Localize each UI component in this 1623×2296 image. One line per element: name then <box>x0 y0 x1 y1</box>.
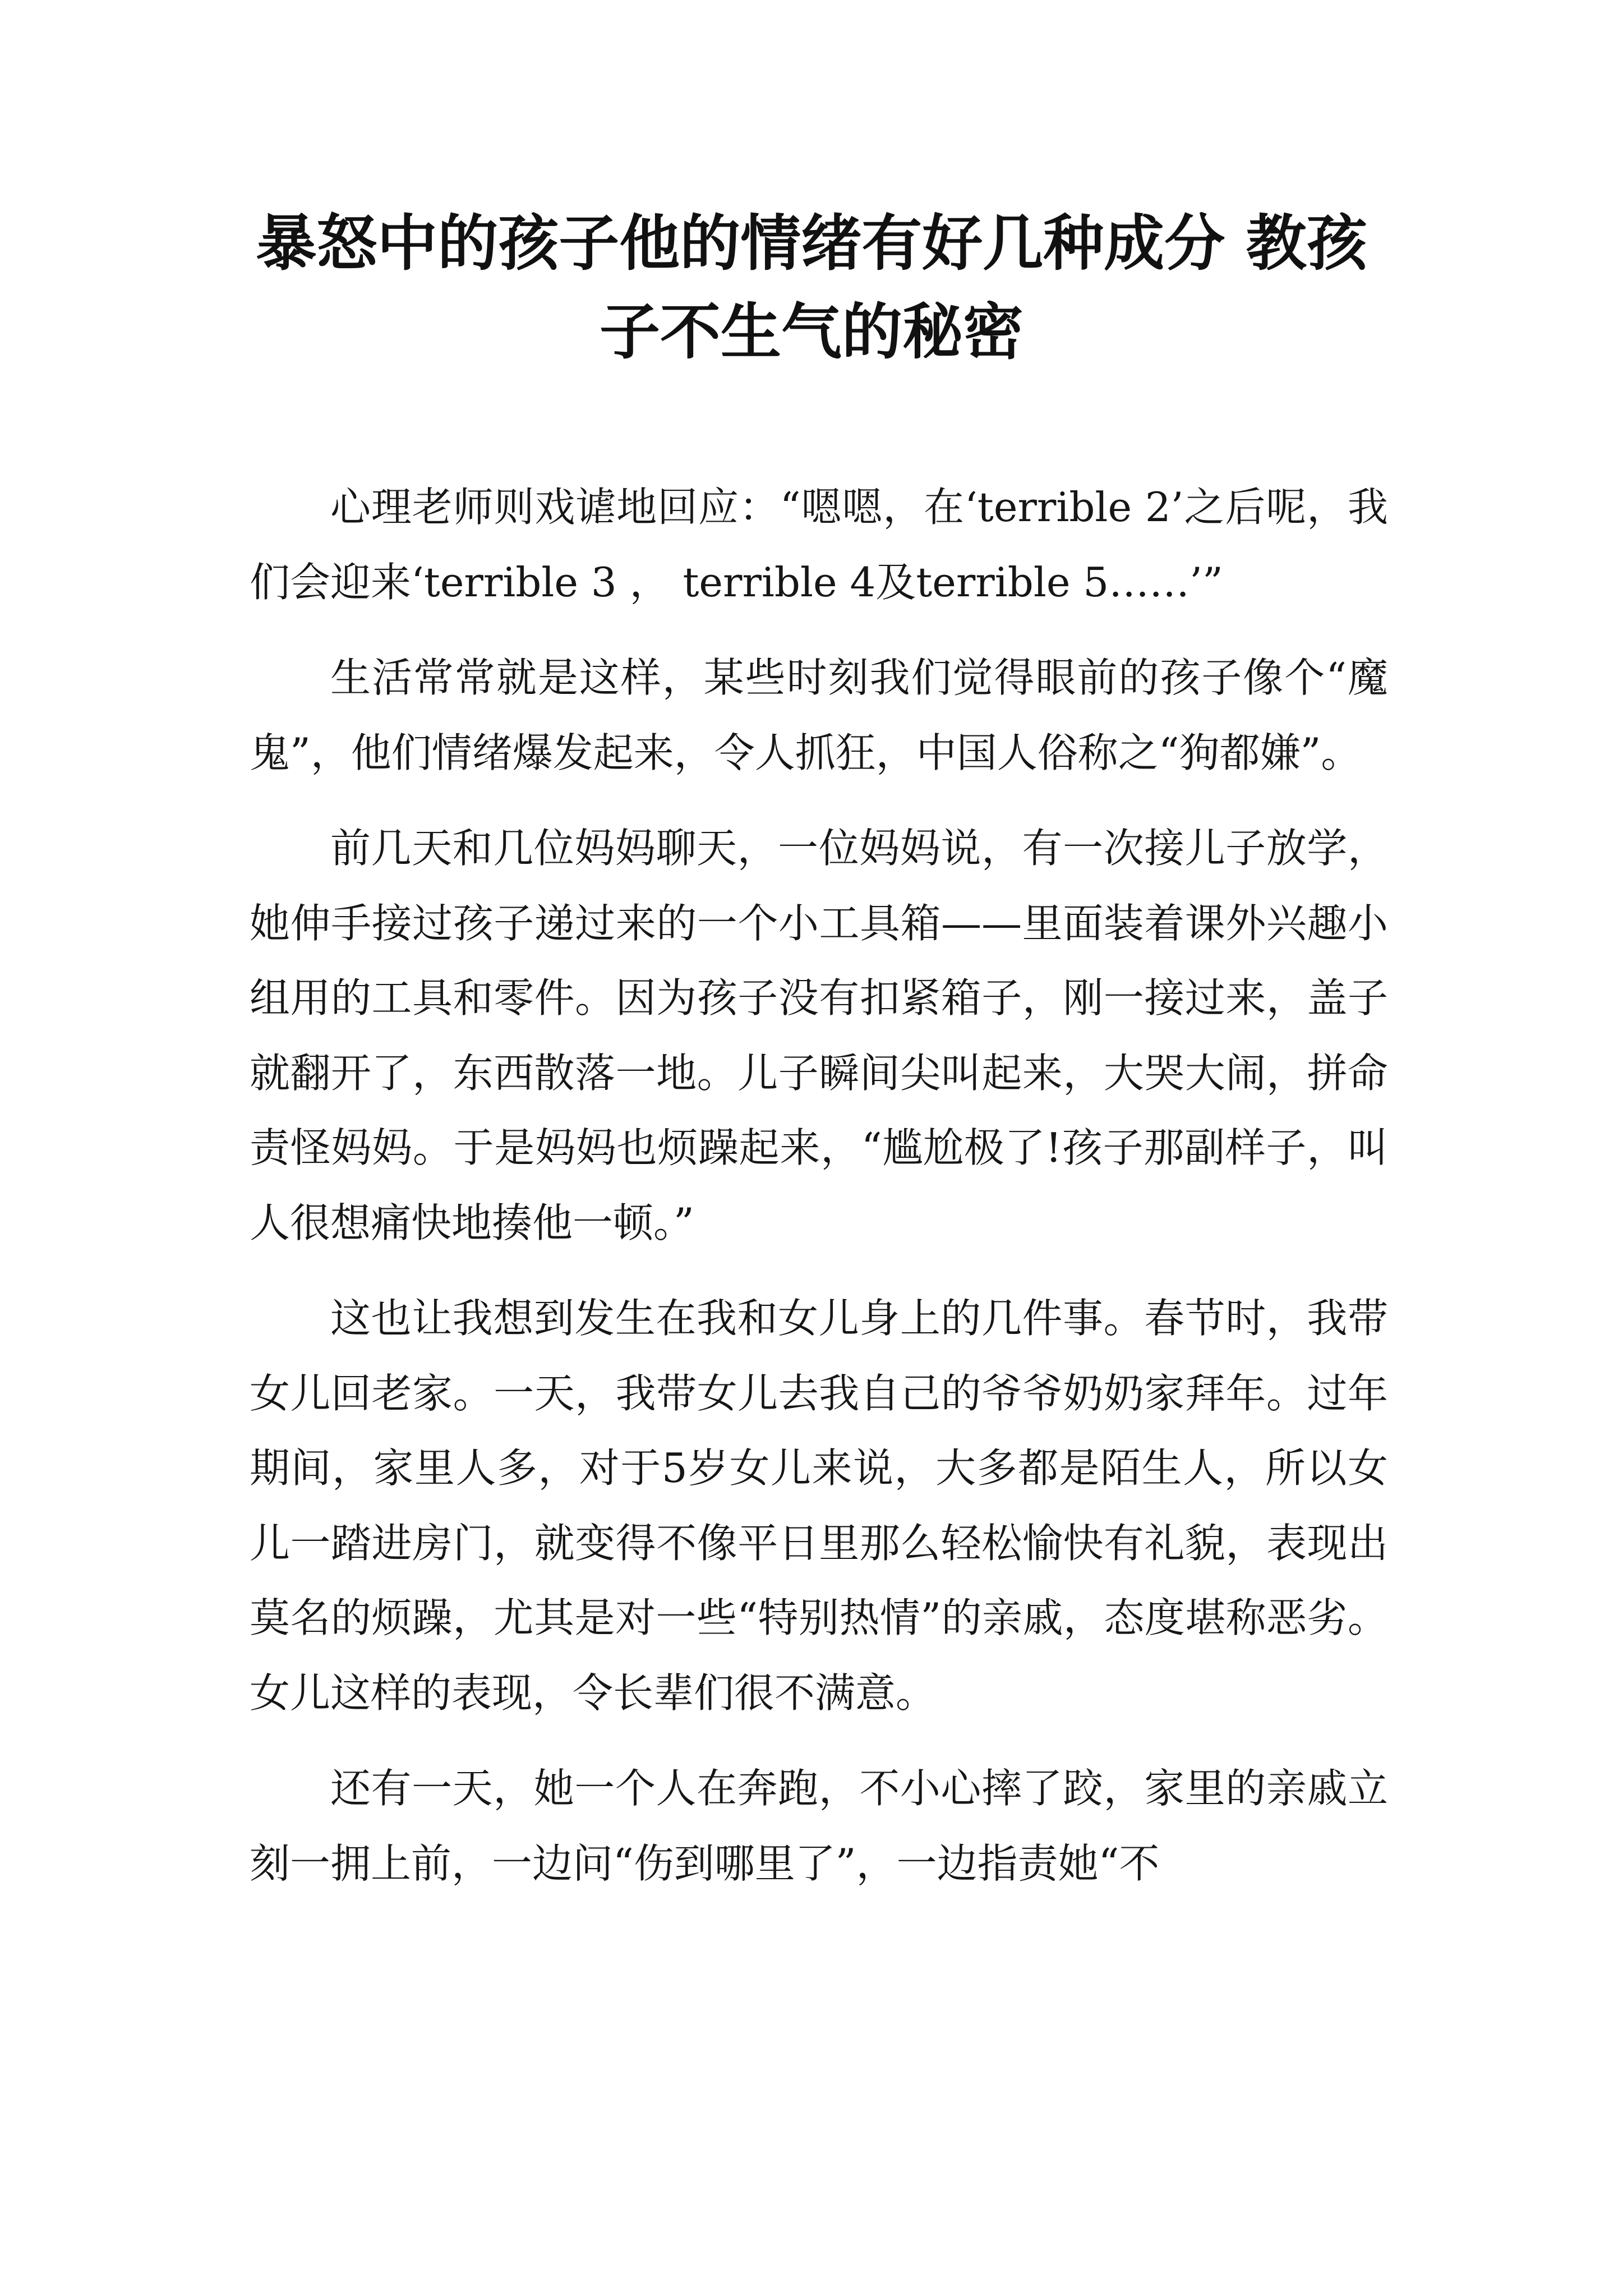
paragraph: 前几天和几位妈妈聊天，一位妈妈说，有一次接儿子放学，她伸手接过孩子递过来的一个小工具箱——里面装着课外兴趣小组用的工具和零件。因为孩子没有扣紧箱子，刚一接过来，盖子就翻开了，东西散落一地。儿子瞬间尖叫起来，大哭大闹，拼命责怪妈妈。于是妈妈也烦躁起来，“尴尬极了!孩子那副样子，叫人很想痛快地揍他一顿。” <box>250 825 1388 1246</box>
title-line-1: 暴怒中的孩子他的情绪有好几种成分 教孩 <box>256 208 1367 279</box>
document-title <box>236 199 1387 376</box>
title-line-2: 子不生气的秘密 <box>599 297 1023 367</box>
paragraph: 心理老师则戏谑地回应：“嗯嗯，在‘terrible 2’之后呢，我们会迎来‘terrible 3 ， terrible 4及terrible 5……’” <box>250 484 1388 606</box>
document-body <box>250 470 1388 1922</box>
paragraph: 生活常常就是这样，某些时刻我们觉得眼前的孩子像个“魔鬼”，他们情绪爆发起来，令人抓狂，中国人俗称之“狗都嫌”。 <box>250 654 1388 776</box>
paragraph: 还有一天，她一个人在奔跑，不小心摔了跤，家里的亲戚立刻一拥上前，一边问“伤到哪里了”，一边指责她“不 <box>250 1765 1388 1887</box>
paragraph: 这也让我想到发生在我和女儿身上的几件事。春节时，我带女儿回老家。一天，我带女儿去我自己的爷爷奶奶家拜年。过年期间，家里人多，对于5岁女儿来说，大多都是陌生人，所以女儿一踏进房门，就变得不像平日里那么轻松愉快有礼貌，表现出莫名的烦躁，尤其是对一些“特别热情”的亲戚，态度堪称恶劣。女儿这样的表现，令长辈们很不满意。 <box>250 1295 1388 1717</box>
